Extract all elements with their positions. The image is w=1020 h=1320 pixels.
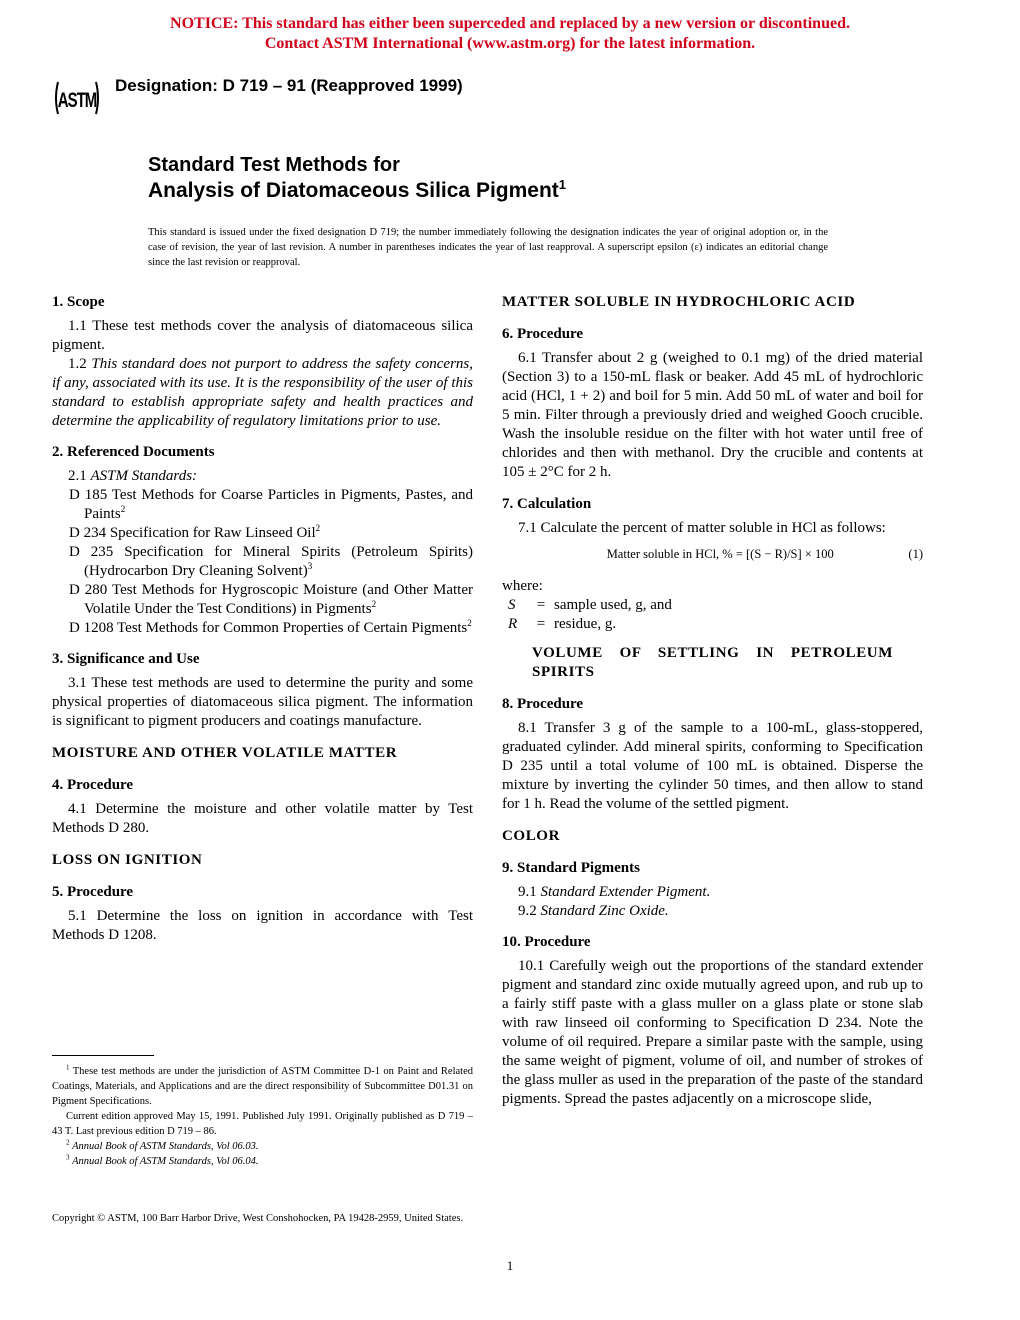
footnote-3: Annual Book of ASTM Standards, Vol 06.04. (72, 1156, 259, 1167)
footnote-2: Annual Book of ASTM Standards, Vol 06.03. (72, 1141, 259, 1152)
para-7-1: 7.1 Calculate the percent of matter soluble in HCl as follows: (518, 520, 886, 536)
copyright: Copyright © ASTM, 100 Barr Harbor Drive, West Conshohocken, PA 19428-2959, United States. (52, 1213, 464, 1224)
page-number: 1 (506, 1258, 514, 1273)
para-9-1-text: Standard Extender Pigment. (540, 884, 711, 900)
right-column (502, 293, 923, 1109)
para-10-1: 10.1 Carefully weigh out the proportions of the standard extender pigment and standard zinc oxide mutually agreed upon, and rub up to a fairly stiff paste with a glass muller on a glass plate or stone slab with raw linseed oil conforming to Specification D 234. Note the volume of oil required. Prepare a similar paste with the sample, using the same weight of pigment, volume of oil, and number of strokes of the glass muller as used in the preparation of the paste of the standard pigments. Spread the pastes adjacently on a microscope slide, (502, 958, 923, 1107)
section-7-heading: 7. Calculation (502, 496, 592, 512)
moisture-heading: MOISTURE AND OTHER VOLATILE MATTER (52, 745, 398, 761)
equation: Matter soluble in HCl, % = [(S − R)/S] × 100 (606, 547, 834, 561)
equation-row (502, 545, 923, 564)
astm-logo-icon (52, 76, 102, 120)
designation: Designation: D 719 – 91 (Reapproved 1999) (115, 76, 463, 95)
para-5-1: 5.1 Determine the loss on ignition in accordance with Test Methods D 1208. (52, 908, 473, 943)
ref-d280: D 280 Test Methods for Hygroscopic Moisture (and Other Matter Volatile Under the Test Conditions) in Pigments$^2$ (69, 582, 473, 617)
section-5-heading: 5. Procedure (52, 884, 134, 900)
ref-d234: D 234 Specification for Raw Linseed Oil$^2$ (69, 523, 321, 541)
para-1-2-num: 1.2 (68, 356, 87, 372)
para-9-1-num: 9.1 (518, 884, 537, 900)
section-1-heading: 1. Scope (52, 294, 105, 310)
section-10-heading: 10. Procedure (502, 934, 591, 950)
footnote-2-marker: 2 (66, 1138, 70, 1147)
hcl-heading: MATTER SOLUBLE IN HYDROCHLORIC ACID (502, 294, 856, 310)
para-9-2-num: 9.2 (518, 903, 537, 919)
para-3-1: 3.1 These test methods are used to determine the purity and some physical properties of diatomaceous silica pigment. The information is significant to pigment producers and coatings manufacture. (52, 675, 473, 729)
para-1-2-text: This standard does not purport to address the safety concerns, if any, associated with its use. It is the responsibility of the user of this standard to establish appropriate safety and health practices and determine the applicability of regulatory limitations prior to use. (52, 356, 474, 429)
title-footnote-ref: 1 (558, 177, 567, 192)
left-column (52, 293, 473, 945)
para-8-1: 8.1 Transfer 3 g of the sample to a 100-mL, glass-stoppered, graduated cylinder. Add mineral spirits, conforming to Specification D 235 until a total volume of 100 mL is obtained. Disperse the mixture by inverting the cylinder 50 times, and then allow to stand for 1 h. Read the volume of the settled pigment. (502, 720, 923, 812)
para-2-1-num: 2.1 (68, 468, 87, 484)
color-heading: COLOR (502, 828, 561, 844)
ref-d185: D 185 Test Methods for Coarse Particles in Pigments, Pastes, and Paints$^2$ (69, 487, 473, 522)
ref-d235: D 235 Specification for Mineral Spirits (Petroleum Spirits) (Hydrocarbon Dry Cleaning Solvent)$^3$ (69, 544, 473, 579)
section-8-heading: 8. Procedure (502, 696, 584, 712)
ref-d1208: D 1208 Test Methods for Common Properties of Certain Pigments$^2$ (69, 618, 472, 636)
issued-note: This standard is issued under the fixed designation D 719; the number immediately following the designation indicates the year of original adoption or, in the case of revision, the year of last revision. A number in parentheses indicates the year of last reapproval. A superscript epsilon (ε) indicates an editorial change since the last revision or reapproval. (148, 227, 828, 268)
page-title (148, 153, 566, 203)
section-6-heading: 6. Procedure (502, 326, 584, 342)
section-4-heading: 4. Procedure (52, 777, 134, 793)
where-label: where: (502, 578, 543, 594)
where-item-s: S = sample used, g, and (508, 597, 672, 613)
footnote-1-marker: 1 (66, 1063, 70, 1072)
footnote-3-marker: 3 (66, 1153, 70, 1162)
para-2-1-text: ASTM Standards: (90, 468, 198, 484)
where-item-r: R = residue, g. (508, 616, 617, 632)
para-4-1: 4.1 Determine the moisture and other volatile matter by Test Methods D 280. (52, 801, 473, 836)
title-line-2: Analysis of Diatomaceous Silica Pigment (148, 179, 559, 202)
footnote-1b: Current edition approved May 15, 1991. Published July 1991. Originally published as D 719 – 43 T. Last previous edition D 719 – 86. (52, 1111, 473, 1137)
notice-banner (0, 14, 1020, 54)
logo-text: ASTM (57, 87, 97, 112)
settling-heading: VOLUME OF SETTLING IN PETROLEUM SPIRITS (532, 645, 893, 680)
para-6-1: 6.1 Transfer about 2 g (weighed to 0.1 mg) of the dried material (Section 3) to a 150-mL flask or beaker. Add 45 mL of hydrochloric acid (HCl, 1 + 2) and boil for 5 min. Add 50 mL of water and boil for 5 min. Filter through a previously dried and weighed Gooch crucible. Wash the insoluble residue on the filter with hot water until free of chlorides and then with methanol. Dry the crucible and contents at 105 ± 2°C for 2 h. (502, 350, 923, 480)
section-9-heading: 9. Standard Pigments (502, 860, 640, 876)
equation-number: (1) (908, 547, 923, 561)
loss-heading: LOSS ON IGNITION (52, 852, 203, 868)
section-2-heading: 2. Referenced Documents (52, 444, 215, 460)
footnote-rule (52, 1055, 154, 1056)
footnote-1: These test methods are under the jurisdiction of ASTM Committee D-1 on Paint and Related Coatings, Materials, and Applications and are the direct responsibility of Subcommittee D01.31 on Pigment Specifications. (52, 1066, 474, 1107)
section-3-heading: 3. Significance and Use (52, 651, 200, 667)
para-1-1: 1.1 These test methods cover the analysis of diatomaceous silica pigment. (52, 318, 473, 353)
para-9-2-text: Standard Zinc Oxide. (540, 903, 669, 919)
footnotes (52, 1064, 473, 1169)
title-line-1: Standard Test Methods for (148, 154, 400, 176)
notice-line-1: NOTICE: This standard has either been superceded and replaced by a new version or discontinued. (170, 15, 850, 32)
notice-line-2: Contact ASTM International (www.astm.org) for the latest information. (264, 35, 756, 52)
